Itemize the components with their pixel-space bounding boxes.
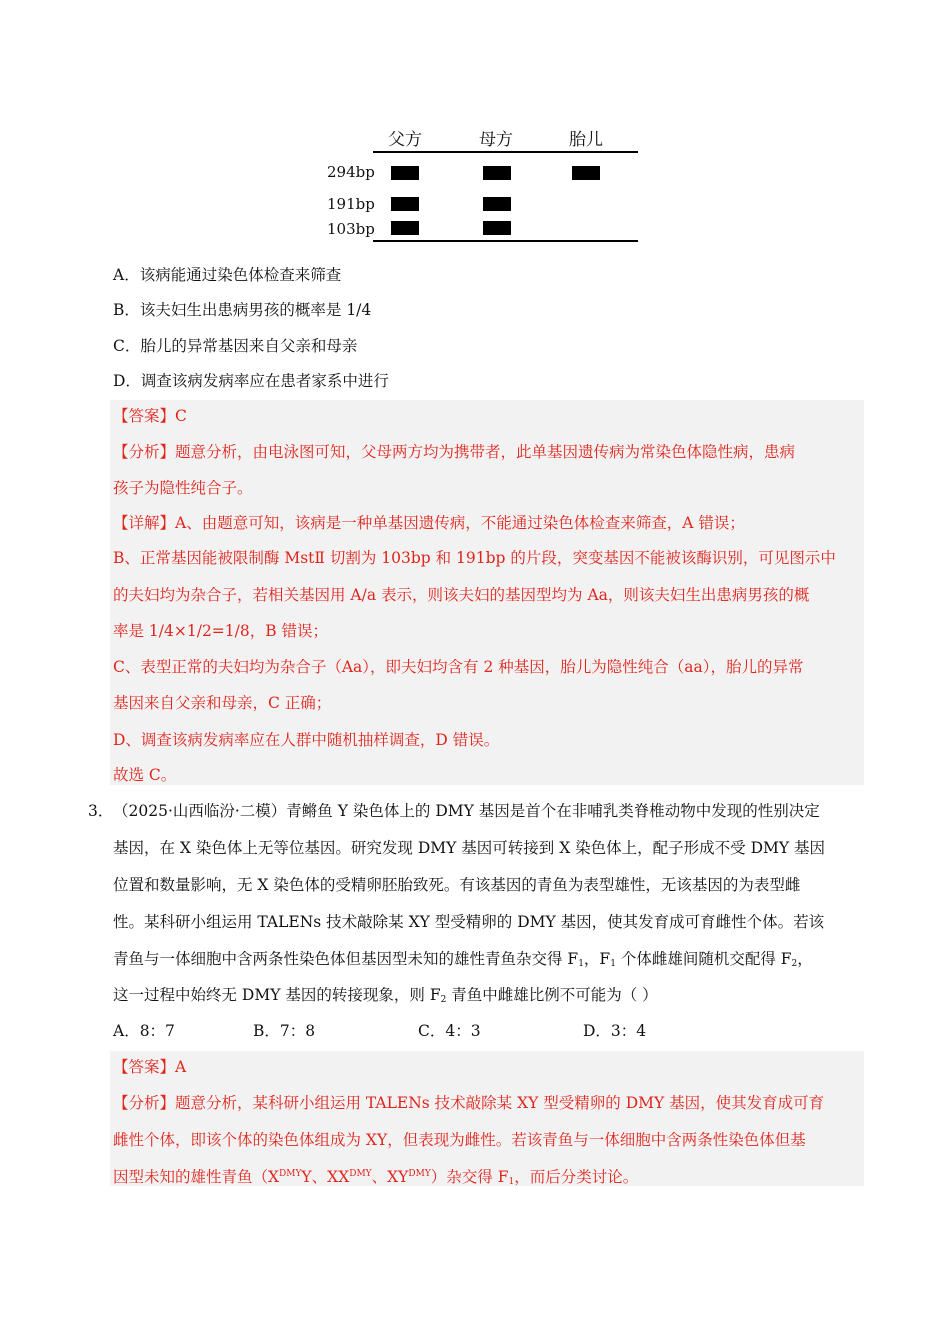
q2-detail-line-4: 率是 1/4×1/2=1/8，B 错误； <box>113 622 329 640</box>
q3-answer: 【答案】A <box>113 1058 187 1076</box>
q3-analysis-3-part-c: 、XY <box>371 1168 409 1186</box>
q3-number: 3． <box>88 802 114 820</box>
gel-header-father: 父方 <box>388 130 422 150</box>
q2-option-d: D．调查该病发病率应在患者家系中进行 <box>113 372 389 390</box>
q3-stem-6-part-b: 青鱼中雌雄比例不可能为（ ） <box>446 986 658 1004</box>
band-mother-191 <box>483 197 511 211</box>
q2-detail-line-6: 基因来自父亲和母亲，C 正确； <box>113 694 332 712</box>
subscript-f2: 2 <box>791 959 798 969</box>
gel-bottom-rule <box>373 240 638 242</box>
gel-label-294: 294bp <box>327 163 375 181</box>
q3-option-d: D．3：4 <box>583 1022 647 1040</box>
band-fetus-294 <box>572 166 600 180</box>
gel-header-fetus: 胎儿 <box>569 130 603 150</box>
band-mother-294 <box>483 166 511 180</box>
superscript-dmy: DMY <box>349 1169 372 1179</box>
q2-detail-line-7: D、调查该病发病率应在人群中随机抽样调查，D 错误。 <box>113 731 500 749</box>
q3-option-b: B．7：8 <box>253 1022 316 1040</box>
q2-option-a: A．该病能通过染色体检查来筛查 <box>113 266 342 284</box>
q3-analysis-3-part-e: ，而后分类讨论。 <box>514 1168 639 1186</box>
gel-header-mother: 母方 <box>479 130 513 150</box>
gel-label-191: 191bp <box>327 195 375 213</box>
q2-option-b: B．该夫妇生出患病男孩的概率是 1/4 <box>113 301 372 319</box>
subscript-f1: 1 <box>508 1177 515 1187</box>
q3-stem-line-6 <box>113 983 658 1005</box>
q3-stem-5-part-d: ， <box>797 950 813 968</box>
superscript-dmy: DMY <box>408 1169 431 1179</box>
q3-option-c: C．4：3 <box>418 1022 481 1040</box>
q3-option-a: A．8：7 <box>113 1022 175 1040</box>
q2-answer: 【答案】C <box>113 407 187 425</box>
q2-detail-line-1: 【详解】A、由题意可知，该病是一种单基因遗传病，不能通过染色体检查来筛查，A 错误； <box>113 514 745 532</box>
q2-option-c: C．胎儿的异常基因来自父亲和母亲 <box>113 337 358 355</box>
subscript-f1: 1 <box>578 959 584 969</box>
gel-label-103: 103bp <box>327 220 375 238</box>
q3-stem-line-4: 性。某科研小组运用 TALENs 技术敲除某 XY 型受精卵的 DMY 基因，使其发育成可育雌性个体。若该 <box>113 913 825 931</box>
q2-analysis-line-1: 【分析】题意分析，由电泳图可知，父母两方均为携带者，此单基因遗传病为常染色体隐性病，患病 <box>113 443 796 461</box>
band-father-191 <box>391 197 419 211</box>
q3-analysis-3-part-d: ）杂交得 F <box>430 1168 509 1186</box>
gel-top-rule <box>373 151 638 153</box>
q2-detail-line-5: C、表型正常的夫妇均为杂合子（Aa），即夫妇均含有 2 种基因，胎儿为隐性纯合（aa），胎儿的异常 <box>113 658 804 676</box>
q3-analysis-3-part-b: Y、XX <box>301 1168 350 1186</box>
q3-stem-6-part-a: 这一过程中始终无 DMY 基因的转接现象，则 F <box>113 986 441 1004</box>
subscript-f2: 2 <box>440 995 447 1005</box>
q2-detail-line-3: 的夫妇均为杂合子，若相关基因用 A/a 表示，则该夫妇的基因型均为 Aa，则该夫妇生出患病男孩的概 <box>113 586 810 604</box>
q2-analysis-line-2: 孩子为隐性纯合子。 <box>113 479 253 497</box>
q2-detail-line-2: B、正常基因能被限制酶 MstⅡ 切割为 103bp 和 191bp 的片段，突变基因不能被该酶识别，可见图示中 <box>113 549 836 567</box>
q3-stem-line-2: 基因，在 X 染色体上无等位基因。研究发现 DMY 基因可转接到 X 染色体上，配子形成不受 DMY 基因 <box>113 839 826 857</box>
q3-analysis-line-1: 【分析】题意分析，某科研小组运用 TALENs 技术敲除某 XY 型受精卵的 DMY 基因，使其发育成可育 <box>113 1094 825 1112</box>
q3-stem-5-part-a: 青鱼与一体细胞中含两条性染色体但基因型未知的雄性青鱼杂交得 F <box>113 950 579 968</box>
band-father-294 <box>391 166 419 180</box>
q3-analysis-line-3 <box>113 1165 638 1187</box>
q3-analysis-3-part-a: 因型未知的雄性青鱼（X <box>113 1168 280 1186</box>
q3-stem-5-part-b: ，F <box>583 950 611 968</box>
q3-stem-line-5 <box>113 947 813 969</box>
q3-stem-line-1: （2025·山西临汾·二模）青鳉鱼 Y 染色体上的 DMY 基因是首个在非哺乳类脊椎动物中发现的性别决定 <box>113 802 820 820</box>
q3-stem-5-part-c: 个体雌雄间随机交配得 F <box>615 950 792 968</box>
band-mother-103 <box>483 221 511 235</box>
q3-stem-line-3: 位置和数量影响，无 X 染色体的受精卵胚胎致死。有该基因的青鱼为表型雄性，无该基因的为表型雌 <box>113 876 801 894</box>
q2-detail-line-8: 故选 C。 <box>113 766 177 784</box>
superscript-dmy: DMY <box>279 1169 302 1179</box>
band-father-103 <box>391 221 419 235</box>
subscript-f1: 1 <box>610 959 616 969</box>
q3-analysis-line-2: 雌性个体，即该个体的染色体组成为 XY，但表现为雌性。若该青鱼与一体细胞中含两条性染色体但基 <box>113 1131 806 1149</box>
